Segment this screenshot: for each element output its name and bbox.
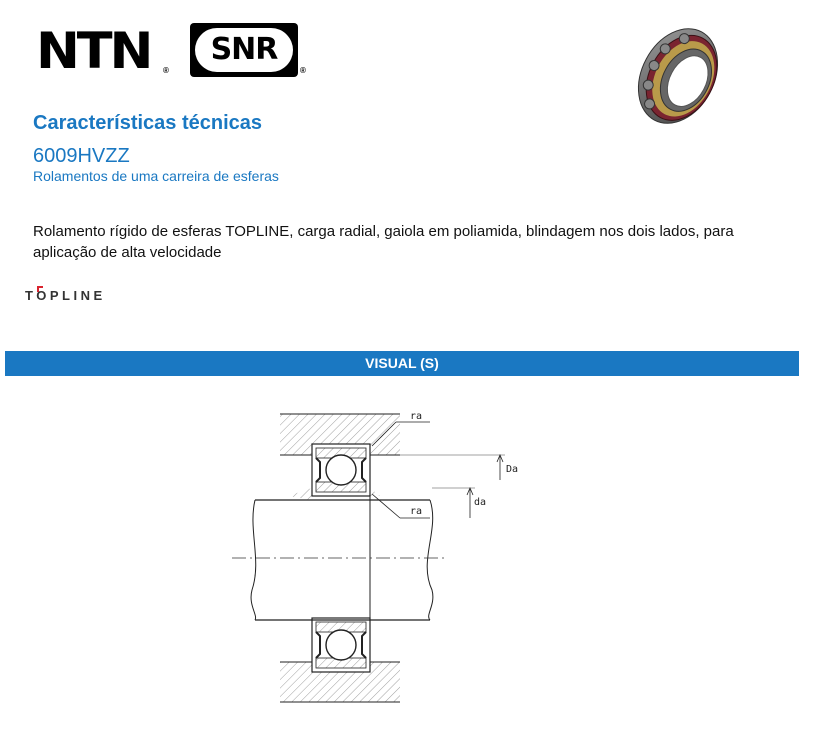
bearing-technical-drawing (220, 400, 530, 710)
snr-logo-text: SNR (195, 28, 293, 72)
product-subtitle: Rolamentos de uma carreira de esferas (33, 168, 279, 184)
da-label: da (474, 497, 487, 508)
topline-logo-t: T (25, 288, 37, 303)
topline-logo-rest: PLINE (49, 288, 106, 303)
ra-mid-leader (372, 494, 400, 518)
product-reference: 6009HVZZ (33, 145, 130, 167)
topline-logo-o: O (36, 288, 50, 303)
bearing-top-section (312, 444, 370, 496)
ra-top-label: ra (410, 411, 423, 422)
bearing-bottom-section (312, 618, 370, 672)
shaft-break-left (251, 500, 256, 620)
shaft-shoulder-hatch-top (288, 488, 312, 500)
section-header-visual: VISUAL (S) (5, 351, 799, 376)
shaft-shoulder-hatch-top-right (370, 488, 380, 496)
bearing-product-image (628, 20, 728, 132)
page-title: Características técnicas (33, 112, 263, 134)
ntn-logo: NTN (36, 22, 151, 80)
ra-mid-label: ra (410, 506, 423, 517)
snr-logo (190, 23, 298, 77)
ntn-registered-mark: ® (163, 66, 169, 75)
Da-label: Da (506, 464, 519, 475)
topline-logo (25, 288, 106, 303)
product-description: Rolamento rígido de esferas TOPLINE, carga radial, gaiola em poliamida, blindagem nos dois lados, para aplicação de alta velocidade (33, 223, 734, 261)
snr-registered-mark: ® (300, 66, 306, 75)
